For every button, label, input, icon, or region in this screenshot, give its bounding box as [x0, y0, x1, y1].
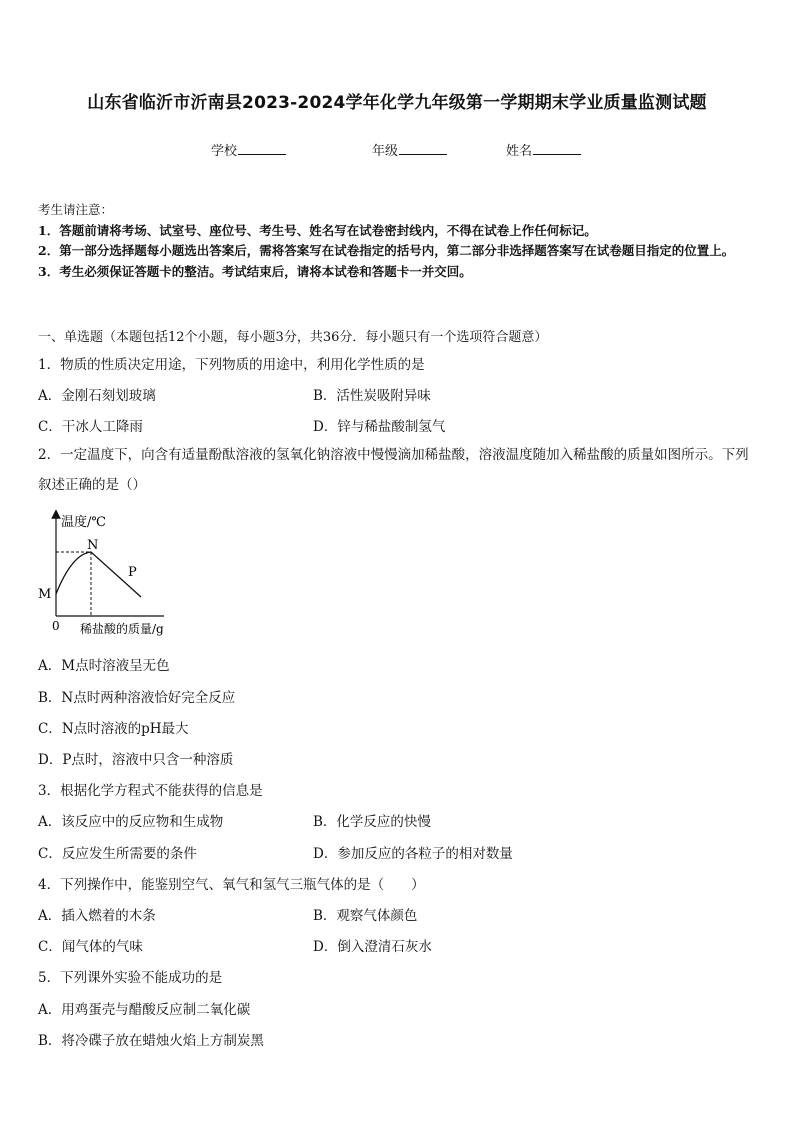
school-field[interactable]: 学校 [211, 140, 286, 159]
option-c[interactable]: C．N点时溶液的pH最大 [38, 721, 189, 737]
option-b[interactable]: B．N点时两种溶液恰好完全反应 [38, 690, 236, 706]
question-stem: 2．一定温度下，向含有适量酚酞溶液的氢氧化钠溶液中慢慢滴加稀盐酸，溶液温度随加入稀盐酸的质量如图所示。下列叙述正确的是（） [38, 447, 749, 493]
option-d[interactable]: D．锌与稀盐酸制氢气 [313, 419, 446, 435]
temperature-graph [34, 508, 204, 643]
notice-item: 3．考生必须保证答题卡的整洁。考试结束后，请将本试卷和答题卡一并交回。 [38, 263, 472, 279]
notice-heading: 考生请注意： [38, 202, 114, 217]
option-a[interactable]: A．该反应中的反应物和生成物 [38, 814, 224, 830]
option-c[interactable]: C．干冰人工降雨 [38, 419, 143, 435]
name-field[interactable]: 姓名 [506, 140, 581, 159]
origin-label: 0 [52, 619, 60, 633]
notice-item: 2．第一部分选择题每小题选出答案后，需将答案写在试卷指定的括号内，第二部分非选择题答案写在试卷题目指定的位置上。 [38, 243, 735, 258]
option-d[interactable]: D．倒入澄清石灰水 [313, 939, 432, 955]
point-n-label: N [87, 538, 99, 553]
y-axis-label: 温度/℃ [61, 515, 106, 530]
option-c[interactable]: C．反应发生所需要的条件 [38, 846, 197, 862]
option-b[interactable]: B．化学反应的快慢 [313, 814, 431, 830]
option-b[interactable]: B．观察气体颜色 [313, 908, 418, 924]
x-axis-label: 稀盐酸的质量/g [80, 622, 164, 636]
notice-item: 1．答题前请将考场、试室号、座位号、考生号、姓名写在试卷密封线内，不得在试卷上作任何标记。 [38, 222, 597, 238]
point-m-label: M [38, 587, 52, 602]
question-stem: 3．根据化学方程式不能获得的信息是 [38, 783, 263, 799]
option-c[interactable]: C．闻气体的气味 [38, 939, 143, 955]
option-a[interactable]: A．M点时溶液呈无色 [38, 658, 170, 674]
option-b[interactable]: B．将冷碟子放在蜡烛火焰上方制炭黑 [38, 1033, 264, 1049]
option-b[interactable]: B．活性炭吸附异味 [313, 388, 431, 404]
question-stem: 4．下列操作中，能鉴别空气、氧气和氢气三瓶气体的是（ ） [38, 877, 425, 893]
section-heading: 一、单选题（本题包括12个小题，每小题3分，共36分．每小题只有一个选项符合题意） [38, 330, 548, 345]
option-d[interactable]: D．参加反应的各粒子的相对数量 [313, 846, 513, 862]
point-p-label: P [128, 565, 137, 580]
option-d[interactable]: D．P点时，溶液中只含一种溶质 [38, 752, 234, 768]
grade-field[interactable]: 年级 [372, 140, 447, 159]
option-a[interactable]: A．插入燃着的木条 [38, 908, 156, 924]
option-a[interactable]: A．金刚石刻划玻璃 [38, 388, 156, 404]
question-stem: 1．物质的性质决定用途，下列物质的用途中，利用化学性质的是 [38, 357, 425, 373]
question-stem: 5．下列课外实验不能成功的是 [38, 970, 223, 986]
exam-notice [38, 200, 758, 282]
exam-title: 山东省临沂市沂南县2023-2024学年化学九年级第一学期期末学业质量监测试题 [87, 93, 707, 113]
option-a[interactable]: A．用鸡蛋壳与醋酸反应制二氧化碳 [38, 1002, 251, 1018]
